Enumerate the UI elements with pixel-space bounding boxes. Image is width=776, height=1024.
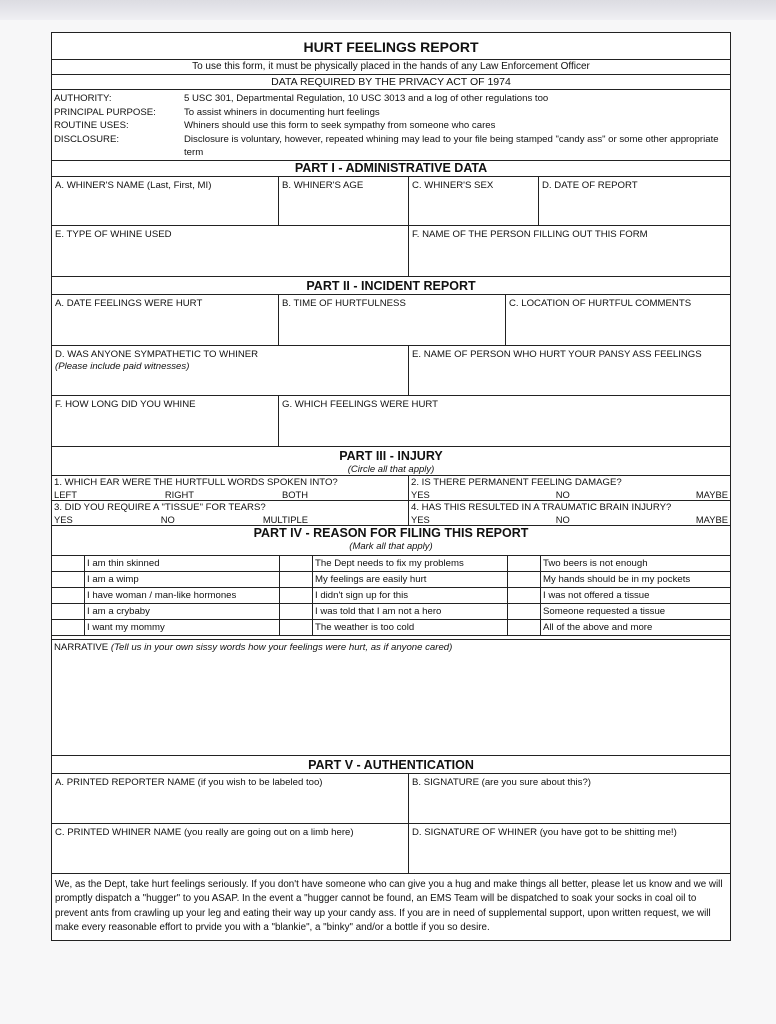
narrative-hint: (Tell us in your own sissy words how your feelings were hurt, as if anyone cared): [110, 641, 453, 653]
ear-question-label: 1. WHICH EAR WERE THE HURTFULL WORDS SPOKEN INTO?: [54, 476, 338, 488]
reason-text: My hands should be in my pockets: [541, 572, 731, 588]
date-of-report-field[interactable]: D. DATE OF REPORT: [542, 179, 638, 191]
narrative-field[interactable]: [52, 640, 730, 756]
option-yes[interactable]: YES: [54, 513, 73, 525]
tissue-question: [52, 501, 409, 525]
part3-note: (Circle all that apply): [347, 463, 435, 475]
footer-statement: We, as the Dept, take hurt feelings seriously. If you don't have someone who can give you a hug and make things all better, please let us know and we will promptly dispatch a "hugger" to you ASAP. In the event a "hugger cannot be found, an EMS Team will be dispatched to soak your socks in coal oil to prevent ants from crawling up your leg and eating their way up your candy ass. If you are in need of supplemental support, upon written request, we will make every reasonable effort to prvide you with a "blankie", a "binky" and/or a bottle if you so desire.: [55, 878, 723, 933]
ear-question: [52, 476, 409, 500]
reason-checkbox[interactable]: [52, 620, 85, 636]
whiner-printed-name-field[interactable]: C. PRINTED WHINER NAME (you really are going out on a limb here): [52, 824, 409, 873]
reason-checkbox[interactable]: [508, 572, 541, 588]
disclosure-line: [54, 133, 728, 160]
offender-name-field[interactable]: E. NAME OF PERSON WHO HURT YOUR PANSY ASS FEELINGS: [412, 348, 702, 360]
reason-checkbox[interactable]: [280, 556, 313, 572]
reason-checkbox[interactable]: [52, 572, 85, 588]
reason-checkbox[interactable]: [280, 620, 313, 636]
damage-options: [409, 489, 730, 500]
sympathetic-field[interactable]: [52, 346, 409, 395]
part3-row2: [52, 501, 730, 526]
option-both[interactable]: BOTH: [281, 488, 308, 500]
part2-row1: [52, 295, 730, 346]
reason-checkbox[interactable]: [280, 604, 313, 620]
disclosure-text: Disclosure is voluntary, however, repeated whining may lead to your file being stamped "candy ass" or some other appropriate term: [184, 133, 719, 158]
reason-checkbox[interactable]: [280, 588, 313, 604]
reason-text: The Dept needs to fix my problems: [313, 556, 508, 572]
part1-title: PART I - ADMINISTRATIVE DATA: [52, 161, 730, 177]
part5-title: PART V - AUTHENTICATION: [52, 756, 730, 774]
option-yes[interactable]: YES: [411, 488, 430, 500]
reason-text: I was told that I am not a hero: [313, 604, 508, 620]
option-multiple[interactable]: MULTIPLE: [262, 513, 308, 525]
damage-question-label: 2. IS THERE PERMANENT FEELING DAMAGE?: [411, 476, 622, 488]
reason-checkbox[interactable]: [508, 604, 541, 620]
sympathetic-label: D. WAS ANYONE SYMPATHETIC TO WHINER: [55, 348, 259, 360]
date-feelings-hurt-field[interactable]: A. DATE FEELINGS WERE HURT: [52, 295, 279, 345]
time-of-hurtfulness-field[interactable]: B. TIME OF HURTFULNESS: [279, 295, 506, 345]
reporter-signature-field[interactable]: B. SIGNATURE (are you sure about this?): [412, 776, 591, 788]
option-no[interactable]: NO: [160, 513, 175, 525]
viewer-top-bar: [0, 0, 776, 20]
reason-text: The weather is too cold: [313, 620, 508, 636]
part2-row2: [52, 346, 730, 396]
routine-uses-text: Whiners should use this form to seek sympathy from someone who cares: [184, 120, 496, 131]
part4-title: PART IV - REASON FOR FILING THIS REPORT: [253, 525, 529, 540]
hurt-feelings-form: [51, 32, 731, 941]
reason-checkbox[interactable]: [508, 588, 541, 604]
part2-title: PART II - INCIDENT REPORT: [52, 277, 730, 295]
purpose-label: PRINCIPAL PURPOSE:: [54, 106, 156, 118]
reason-text: I didn't sign up for this: [313, 588, 508, 604]
reason-text: Two beers is not enough: [541, 556, 731, 572]
part3-title: PART III - INJURY: [339, 448, 443, 463]
brain-injury-question-label: 4. HAS THIS RESULTED IN A TRAUMATIC BRAIN INJURY?: [411, 501, 672, 513]
feelings-hurt-field[interactable]: G. WHICH FEELINGS WERE HURT: [282, 398, 438, 410]
whiner-name-field[interactable]: A. WHINER'S NAME (Last, First, MI): [52, 177, 279, 225]
form-instruction: To use this form, it must be physically placed in the hands of any Law Enforcement Officer: [52, 60, 730, 75]
whiner-sex-field[interactable]: C. WHINER'S SEX: [409, 177, 539, 225]
person-filling-form-field[interactable]: F. NAME OF THE PERSON FILLING OUT THIS FORM: [412, 228, 648, 240]
reason-text: My feelings are easily hurt: [313, 572, 508, 588]
form-title: HURT FEELINGS REPORT: [52, 33, 730, 60]
reason-checkbox[interactable]: [280, 572, 313, 588]
reporter-name-field[interactable]: A. PRINTED REPORTER NAME (if you wish to be labeled too): [52, 774, 409, 823]
disclosure-label: DISCLOSURE:: [54, 133, 120, 145]
sympathetic-note: (Please include paid witnesses): [55, 360, 190, 372]
brain-injury-options: [409, 514, 730, 525]
reason-checkbox[interactable]: [508, 556, 541, 572]
part1-row2: [52, 226, 730, 277]
part5-row2: [52, 824, 730, 874]
reason-checkbox[interactable]: [52, 588, 85, 604]
reason-text: I have woman / man-like hormones: [85, 588, 280, 604]
reason-checkbox[interactable]: [52, 604, 85, 620]
reason-text: I am a crybaby: [85, 604, 280, 620]
routine-uses-label: ROUTINE USES:: [54, 120, 129, 131]
reason-checkbox[interactable]: [508, 620, 541, 636]
option-no[interactable]: NO: [555, 488, 570, 500]
authority-block: [52, 90, 730, 161]
part4-header: [52, 526, 730, 556]
reason-checkbox[interactable]: [52, 556, 85, 572]
reason-text: I was not offered a tissue: [541, 588, 731, 604]
reason-text: I want my mommy: [85, 620, 280, 636]
ear-options: [52, 489, 408, 500]
purpose-text: To assist whiners in documenting hurt feelings: [184, 106, 380, 118]
authority-text: 5 USC 301, Departmental Regulation, 10 USC 3013 and a log of other regulations too: [184, 93, 549, 104]
privacy-act-heading: DATA REQUIRED BY THE PRIVACY ACT OF 1974: [52, 75, 730, 90]
tissue-options: [52, 514, 408, 525]
option-no[interactable]: NO: [555, 513, 570, 525]
reason-text: I am thin skinned: [85, 556, 280, 572]
reasons-grid: [52, 556, 730, 636]
type-of-whine-field[interactable]: E. TYPE OF WHINE USED: [52, 226, 409, 276]
routine-uses-line: [54, 119, 728, 133]
part2-row3: [52, 396, 730, 447]
damage-question: [409, 476, 730, 500]
part3-row1: [52, 476, 730, 501]
option-maybe[interactable]: MAYBE: [695, 513, 728, 525]
tissue-question-label: 3. DID YOU REQUIRE A "TISSUE" FOR TEARS?: [54, 501, 266, 513]
option-maybe[interactable]: MAYBE: [695, 488, 728, 500]
option-left[interactable]: LEFT: [54, 488, 77, 500]
whiner-age-field[interactable]: B. WHINER'S AGE: [279, 177, 409, 225]
option-right[interactable]: RIGHT: [164, 488, 195, 500]
part1-row1: [52, 177, 730, 226]
reason-text: I am a wimp: [85, 572, 280, 588]
authority-label: AUTHORITY:: [54, 93, 112, 104]
reason-text: All of the above and more: [541, 620, 731, 636]
authority-line: [54, 92, 728, 106]
whiner-signature-field[interactable]: D. SIGNATURE OF WHINER (you have got to be shitting me!): [412, 826, 677, 838]
brain-injury-question: [409, 501, 730, 525]
part3-header: [52, 447, 730, 476]
whine-duration-field[interactable]: F. HOW LONG DID YOU WHINE: [52, 396, 279, 446]
location-of-comments-field[interactable]: C. LOCATION OF HURTFUL COMMENTS: [509, 297, 692, 309]
purpose-line: [54, 106, 728, 120]
part5-row1: [52, 774, 730, 824]
option-yes[interactable]: YES: [411, 513, 430, 525]
reason-text: Someone requested a tissue: [541, 604, 731, 620]
part4-note: (Mark all that apply): [349, 540, 433, 552]
narrative-label: NARRATIVE: [54, 641, 109, 653]
